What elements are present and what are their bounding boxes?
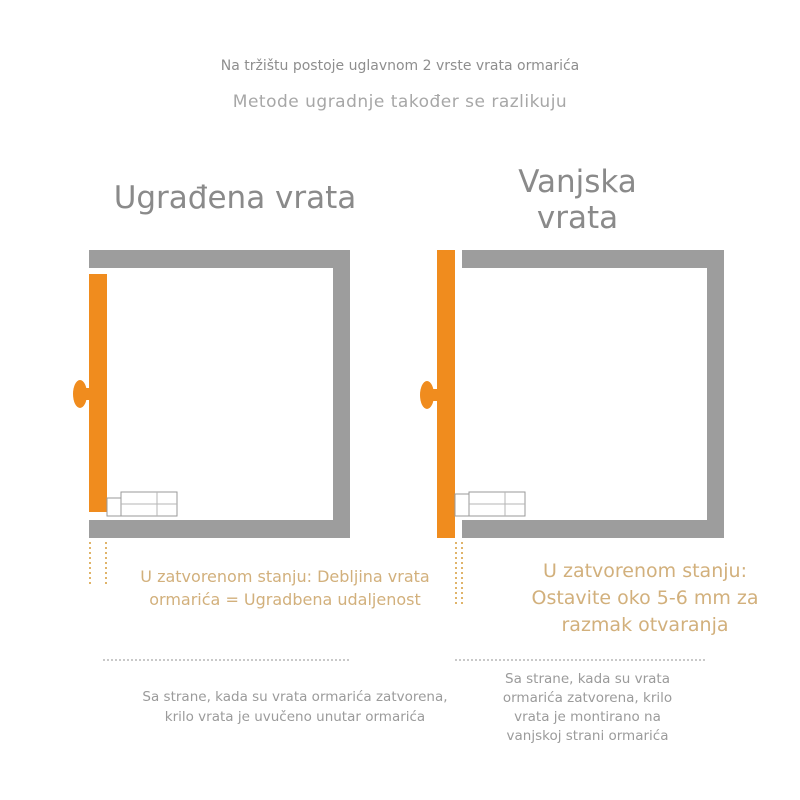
right-side-note-line-3: vrata je montirano na [514, 709, 661, 725]
right-side-note-line-2: ormarića zatvorena, krilo [502, 690, 673, 706]
left-accent-note-line-2: ormarića = Ugradbena udaljenost [149, 590, 421, 609]
left-side-note [105, 687, 485, 727]
right-side-note-line-1: Sa strane, kada su vrata [505, 671, 670, 687]
header-line-2: Metode ugradnje također se razlikuju [232, 92, 568, 112]
overlay-door-panel [437, 250, 455, 538]
right-accent-note-line-2: Ostavite oko 5-6 mm za [531, 587, 759, 609]
right-title-line-1: Vanjska [518, 164, 637, 200]
right-accent-note-line-3: razmak otvaranja [561, 614, 729, 636]
right-side-note-line-4: vanjskoj strani ormarića [506, 728, 669, 744]
right-title-line-2: vrata [536, 200, 619, 236]
left-side-note-line-2: krilo vrata je uvučeno unutar ormarića [164, 709, 426, 725]
right-side-note [470, 670, 705, 746]
right-accent-note-line-1: U zatvorenom stanju: [543, 560, 747, 582]
left-accent-note [115, 565, 455, 611]
right-accent-note [495, 558, 795, 639]
overlay-door-handle [420, 381, 439, 409]
overlay-dotted-guides [456, 542, 462, 606]
overlay-hinge [455, 492, 525, 516]
left-title: Ugrađena vrata [113, 180, 357, 216]
header-line-1: Na tržištu postoje uglavnom 2 vrste vrata ormarića [220, 58, 580, 74]
left-side-note-line-1: Sa strane, kada su vrata ormarića zatvorena, [142, 689, 448, 705]
inset-dotted-guides [90, 542, 106, 586]
inset-hinge [107, 492, 177, 516]
left-accent-note-line-1: U zatvorenom stanju: Debljina vrata [140, 567, 430, 586]
